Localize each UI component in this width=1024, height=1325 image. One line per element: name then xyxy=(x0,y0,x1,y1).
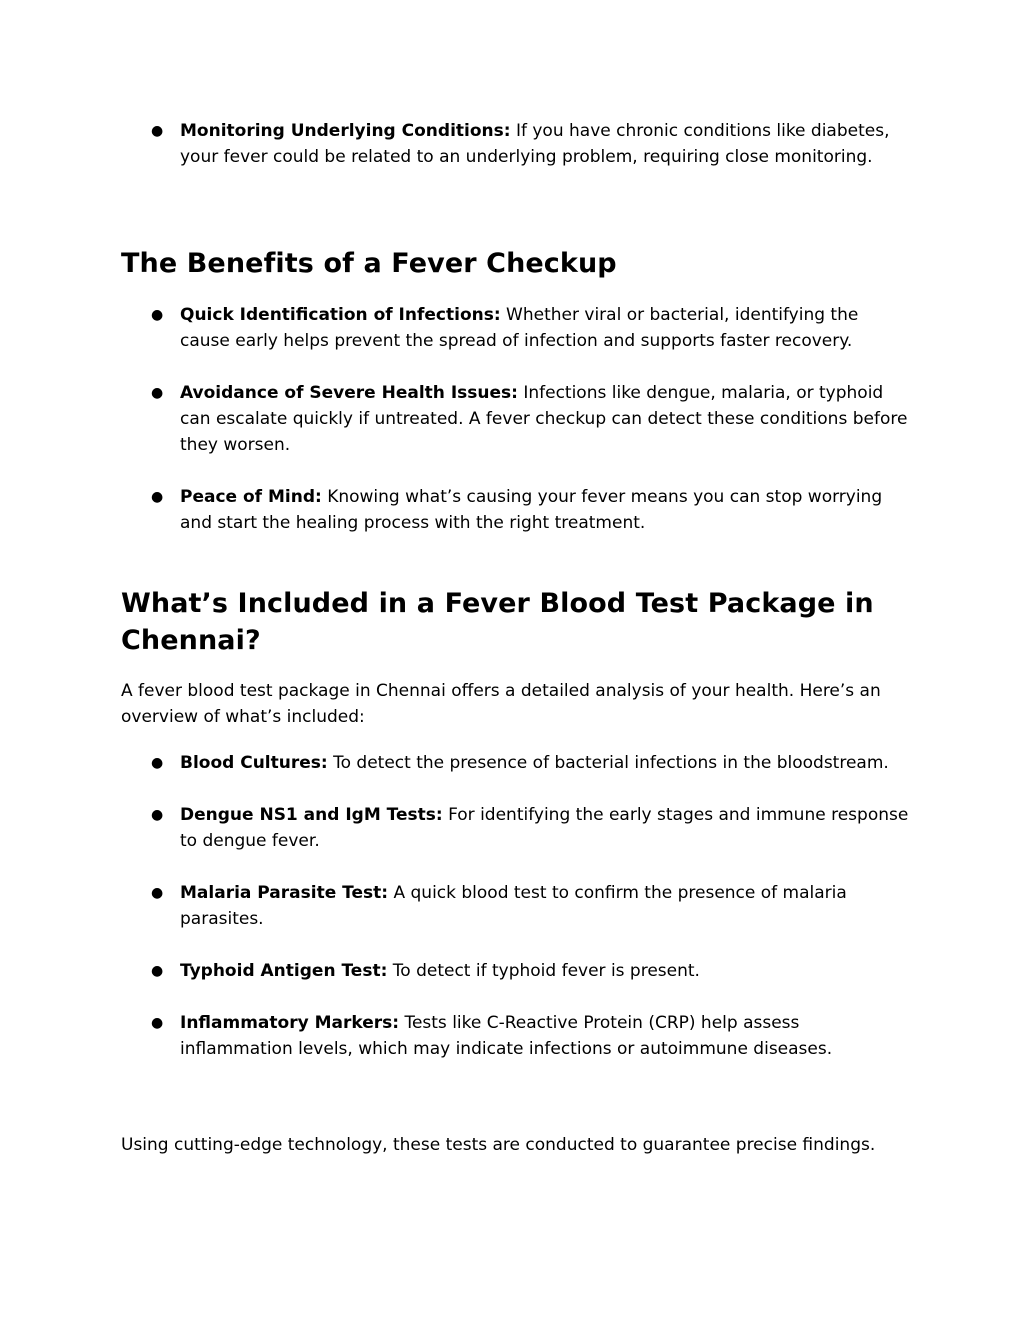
list-item-title: Avoidance of Severe Health Issues: xyxy=(180,383,518,403)
bullet-icon: ● xyxy=(151,123,164,139)
list-item-text: To detect if typhoid fever is present. xyxy=(387,961,700,981)
bullet-icon: ● xyxy=(151,385,164,401)
list-item xyxy=(121,302,911,354)
list-item-text: For identifying the early stages and immune response to dengue fever. xyxy=(180,805,909,851)
list-item-title: Monitoring Underlying Conditions: xyxy=(180,121,511,141)
list-item-text: Knowing what’s causing your fever means you can stop worrying and start the healing process with the right treatment. xyxy=(180,487,883,533)
list-item-text: Tests like C-Reactive Protein (CRP) help assess inflammation levels, which may indicate infections or autoimmune diseases. xyxy=(180,1013,833,1059)
bullet-icon: ● xyxy=(151,307,164,323)
list-item-title: Blood Cultures: xyxy=(180,753,328,773)
list-item xyxy=(121,880,911,932)
closing-block xyxy=(121,1132,911,1158)
list-item xyxy=(121,958,911,984)
list-item-title: Malaria Parasite Test: xyxy=(180,883,389,903)
list-item-title: Inflammatory Markers: xyxy=(180,1013,400,1033)
intro-list-block xyxy=(121,118,911,170)
package-intro: A fever blood test package in Chennai offers a detailed analysis of your health. Here’s an overview of what’s included: xyxy=(121,681,881,727)
bullet-icon: ● xyxy=(151,755,164,771)
list-item-text: To detect the presence of bacterial infections in the bloodstream. xyxy=(327,753,889,773)
list-item-title: Peace of Mind: xyxy=(180,487,322,507)
benefits-list xyxy=(121,302,911,536)
list-item-title: Typhoid Antigen Test: xyxy=(180,961,388,981)
list-item xyxy=(121,118,911,170)
bullet-icon: ● xyxy=(151,489,164,505)
benefits-list-block xyxy=(121,302,911,536)
list-item xyxy=(121,484,911,536)
package-intro-block xyxy=(121,678,911,730)
list-item-text: Infections like dengue, malaria, or typhoid can escalate quickly if untreated. A fever checkup can detect these conditions before they worsen. xyxy=(180,383,908,455)
list-item xyxy=(121,1010,911,1062)
benefits-heading: The Benefits of a Fever Checkup xyxy=(121,248,617,279)
closing-paragraph: Using cutting-edge technology, these tests are conducted to guarantee precise findings. xyxy=(121,1135,876,1155)
list-item xyxy=(121,802,911,854)
intro-list xyxy=(121,118,911,170)
bullet-icon: ● xyxy=(151,807,164,823)
package-heading: What’s Included in a Fever Blood Test Package in Chennai? xyxy=(121,588,874,656)
bullet-icon: ● xyxy=(151,885,164,901)
benefits-heading-block xyxy=(121,245,911,282)
list-item-title: Quick Identification of Infections: xyxy=(180,305,501,325)
bullet-icon: ● xyxy=(151,1015,164,1031)
list-item xyxy=(121,750,911,776)
list-item-text: If you have chronic conditions like diabetes, your fever could be related to an underlying problem, requiring close monitoring. xyxy=(180,121,890,167)
package-heading-block xyxy=(121,585,901,659)
list-item-text: Whether viral or bacterial, identifying the cause early helps prevent the spread of infection and supports faster recovery. xyxy=(180,305,859,351)
list-item-text: A quick blood test to confirm the presence of malaria parasites. xyxy=(180,883,847,929)
list-item xyxy=(121,380,911,458)
package-list xyxy=(121,750,911,1062)
list-item-title: Dengue NS1 and IgM Tests: xyxy=(180,805,443,825)
package-list-block xyxy=(121,750,911,1062)
bullet-icon: ● xyxy=(151,963,164,979)
